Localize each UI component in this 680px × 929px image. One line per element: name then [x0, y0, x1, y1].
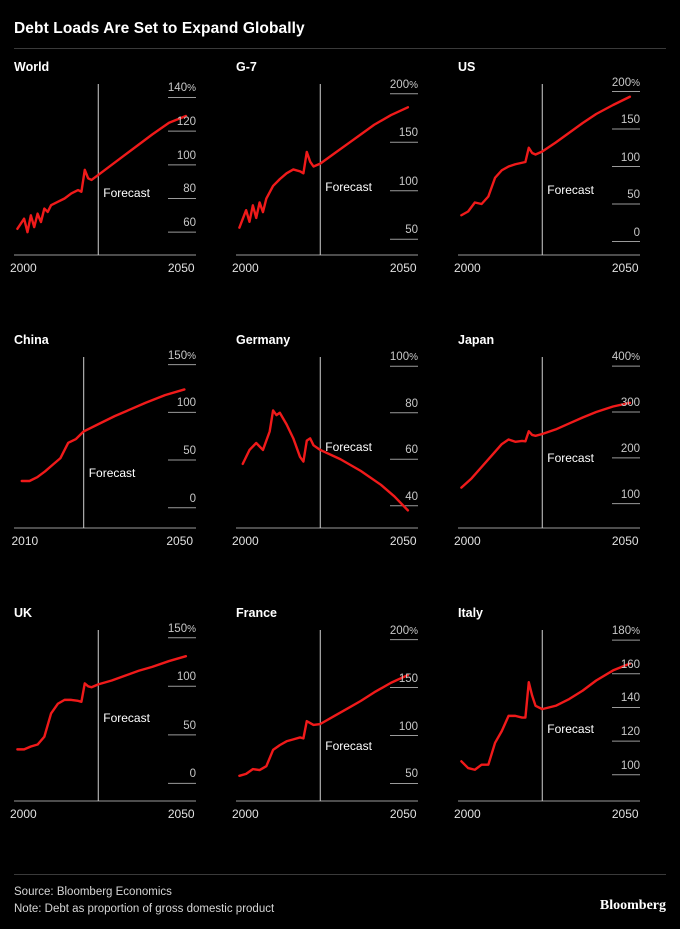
- x-tick-label: 2000: [10, 807, 37, 821]
- plot-area: [454, 351, 640, 548]
- y-tick-label: 50: [405, 768, 418, 781]
- chart-panel: [454, 329, 658, 579]
- series-line: [239, 107, 408, 227]
- y-tick-label: 0: [633, 226, 640, 239]
- x-tick-label: 2050: [611, 534, 639, 548]
- y-tick-label: 200%: [389, 78, 418, 91]
- forecast-annotation: Forecast: [103, 710, 150, 725]
- y-tick-label: 150%: [167, 622, 196, 635]
- footer-divider: [14, 874, 666, 875]
- forecast-annotation: Forecast: [103, 186, 150, 201]
- y-tick-label: 150: [398, 672, 418, 685]
- y-tick-label: 50: [405, 224, 418, 237]
- y-tick-label: 180%: [611, 625, 640, 638]
- y-tick-label: 120: [620, 726, 640, 739]
- plot-area: [11, 349, 196, 548]
- panel-title: World: [14, 60, 50, 74]
- y-tick-label: 50: [183, 445, 196, 457]
- y-tick-label: 300: [620, 397, 640, 409]
- y-tick-label: 160: [620, 658, 640, 671]
- plot-area: [454, 76, 640, 275]
- y-tick-label: 100: [398, 175, 418, 188]
- x-tick-label: 2050: [389, 261, 417, 275]
- y-tick-label: 120: [176, 116, 196, 129]
- y-tick-label: 50: [183, 719, 196, 732]
- series-line: [17, 116, 186, 232]
- plot-area: [454, 625, 640, 821]
- panel-title: Japan: [458, 333, 495, 347]
- x-tick-label: 2050: [167, 261, 195, 275]
- page-title: Debt Loads Are Set to Expand Globally: [14, 20, 305, 37]
- y-tick-label: 0: [189, 768, 196, 781]
- y-tick-label: 140: [620, 692, 640, 705]
- y-tick-label: 150%: [167, 349, 196, 362]
- y-tick-label: 100: [398, 720, 418, 733]
- forecast-annotation: Forecast: [325, 738, 372, 753]
- chart-panel: [10, 602, 214, 852]
- y-tick-label: 100%: [389, 351, 418, 364]
- series-line: [17, 656, 186, 749]
- y-tick-label: 100: [176, 671, 196, 684]
- source-text: Source: Bloomberg Economics: [14, 886, 172, 898]
- y-tick-label: 140%: [167, 82, 196, 95]
- y-tick-label: 200: [620, 442, 640, 455]
- plot-area: [232, 624, 418, 821]
- panel-title: China: [14, 333, 49, 347]
- y-tick-label: 40: [405, 490, 418, 503]
- bloomberg-logo: Bloomberg: [599, 898, 666, 913]
- forecast-annotation: Forecast: [547, 183, 594, 197]
- y-tick-label: 100: [620, 488, 640, 501]
- x-tick-label: 2000: [232, 534, 259, 548]
- x-tick-label: 2050: [166, 534, 194, 548]
- chart-panel: [232, 329, 436, 579]
- x-tick-label: 2050: [611, 261, 639, 275]
- y-tick-label: 60: [183, 217, 196, 230]
- y-tick-label: 60: [405, 444, 418, 457]
- x-tick-label: 2000: [10, 261, 37, 275]
- forecast-annotation: Forecast: [325, 439, 372, 454]
- y-tick-label: 100: [176, 397, 196, 410]
- y-tick-label: 100: [620, 759, 640, 772]
- panel-title: UK: [14, 606, 33, 620]
- chart-panel: [454, 602, 658, 852]
- x-tick-label: 2000: [232, 807, 259, 821]
- y-tick-label: 150: [398, 127, 418, 140]
- y-tick-label: 200%: [611, 76, 640, 89]
- panel-title: G-7: [236, 60, 257, 74]
- plot-area: [10, 82, 196, 275]
- x-tick-label: 2010: [11, 534, 39, 548]
- panel-title: US: [458, 60, 476, 74]
- title-divider: [14, 48, 666, 49]
- x-tick-label: 2050: [389, 534, 417, 548]
- y-tick-label: 200%: [389, 624, 418, 637]
- x-tick-label: 2000: [454, 261, 481, 275]
- y-tick-label: 50: [627, 189, 640, 201]
- plot-area: [10, 622, 196, 821]
- y-tick-label: 400%: [611, 351, 640, 364]
- panel-title: Italy: [458, 606, 484, 620]
- chart-panel: [454, 56, 658, 306]
- y-tick-label: 150: [620, 114, 640, 126]
- chart-panel: [232, 602, 436, 852]
- chart-panel: [10, 56, 214, 306]
- y-tick-label: 0: [189, 492, 196, 505]
- series-line: [461, 664, 630, 770]
- y-tick-label: 100: [620, 151, 640, 164]
- x-tick-label: 2000: [454, 534, 481, 548]
- forecast-annotation: Forecast: [547, 722, 594, 737]
- x-tick-label: 2050: [389, 807, 417, 821]
- forecast-annotation: Forecast: [88, 465, 136, 480]
- plot-area: [232, 351, 418, 548]
- chart-panel: [232, 56, 436, 306]
- x-tick-label: 2050: [611, 807, 639, 821]
- plot-area: [232, 78, 418, 275]
- panel-title: France: [236, 606, 277, 620]
- y-tick-label: 100: [176, 149, 196, 162]
- panel-title: Germany: [236, 333, 291, 347]
- y-tick-label: 80: [183, 183, 196, 196]
- x-tick-label: 2000: [454, 807, 481, 821]
- x-tick-label: 2000: [232, 261, 259, 275]
- forecast-annotation: Forecast: [325, 179, 372, 194]
- chart-panel: [11, 329, 214, 579]
- forecast-annotation: Forecast: [547, 451, 594, 466]
- x-tick-label: 2050: [167, 807, 195, 821]
- note-text: Note: Debt as proportion of gross domestic product: [14, 903, 275, 915]
- y-tick-label: 80: [405, 397, 418, 410]
